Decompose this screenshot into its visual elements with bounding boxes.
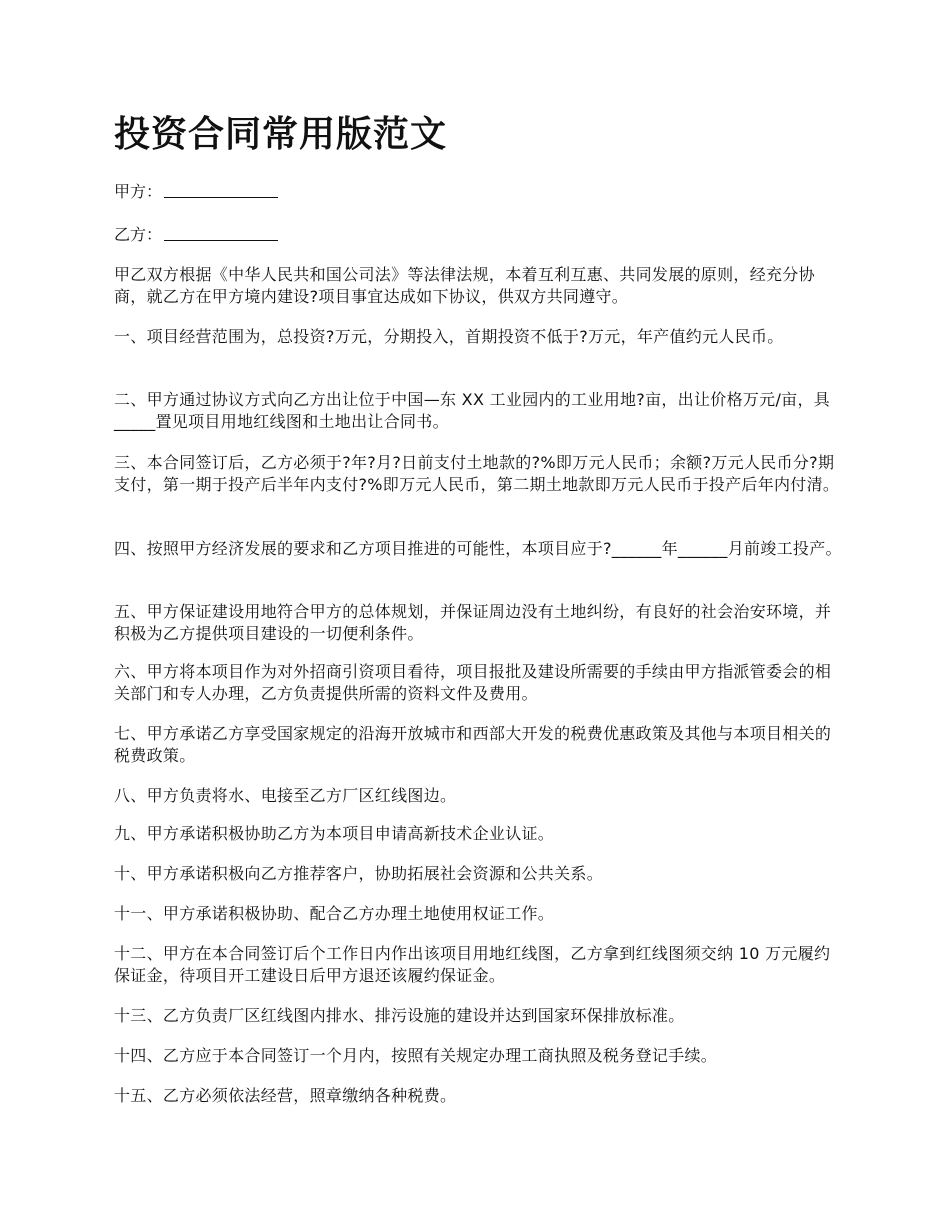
paragraph-clause-15: 十五、乙方必须依法经营，照章缴纳各种税费。 xyxy=(114,1086,457,1105)
paragraph-clause-12: 十二、甲方在本合同签订后个工作日内作出该项目用地红线图，乙方拿到红线图须交纳 10 万元履约保证金，待项目开工建设日后甲方退还该履约保证金。 xyxy=(114,944,831,985)
party-a-line xyxy=(114,181,278,203)
paragraph-clause-13: 十三、乙方负责厂区红线图内排水、排污设施的建设并达到国家环保排放标准。 xyxy=(114,1006,685,1025)
paragraph-clause-10: 十、甲方承诺积极向乙方推荐客户，协助拓展社会资源和公共关系。 xyxy=(114,864,604,883)
paragraph-clause-2: 二、甲方通过协议方式向乙方出让位于中国—东 XX 工业园内的工业用地?亩，出让价格万元/亩，具_____置见项目用地红线图和土地出让合同书。 xyxy=(114,390,831,431)
paragraph-clause-11: 十一、甲方承诺积极协助、配合乙方办理土地使用权证工作。 xyxy=(114,904,555,923)
document-title: 投资合同常用版范文 xyxy=(114,114,448,155)
paragraph-clause-8: 八、甲方负责将水、电接至乙方厂区红线图边。 xyxy=(114,786,457,805)
paragraph-clause-4: 四、按照甲方经济发展的要求和乙方项目推进的可能性，本项目应于?______年______月前竣工投产。 xyxy=(114,539,842,558)
paragraph-clause-6: 六、甲方将本项目作为对外招商引资项目看待，项目报批及建设所需要的手续由甲方指派管委会的相关部门和专人办理，乙方负责提供所需的资料文件及费用。 xyxy=(114,662,832,703)
party-b-line xyxy=(114,224,278,246)
party-a-blank xyxy=(164,181,278,198)
party-b-label: 乙方： xyxy=(114,225,163,244)
paragraph-clause-7: 七、甲方承诺乙方享受国家规定的沿海开放城市和西部大开发的税费优惠政策及其他与本项目相关的税费政策。 xyxy=(114,724,832,765)
paragraph-clause-3: 三、本合同签订后，乙方必须于?年?月?日前支付土地款的?%即万元人民币；余额?万元人民币分?期支付，第一期于投产后半年内支付?%即万元人民币，第二期土地款即万元人民币于投产后年内付清。 xyxy=(114,453,840,494)
paragraph-clause-9: 九、甲方承诺积极协助乙方为本项目申请高新技术企业认证。 xyxy=(114,824,555,843)
paragraph-clause-1: 一、项目经营范围为，总投资?万元，分期投入，首期投资不低于?万元，年产值约元人民币。 xyxy=(114,327,784,346)
party-a-label: 甲方： xyxy=(114,182,163,201)
paragraph-clause-5: 五、甲方保证建设用地符合甲方的总体规划，并保证周边没有土地纠纷，有良好的社会治安环境，并积极为乙方提供项目建设的一切便利条件。 xyxy=(114,602,832,643)
paragraph-preamble: 甲乙双方根据《中华人民共和国公司法》等法律法规，本着互利互惠、共同发展的原则，经充分协商，就乙方在甲方境内建设?项目事宜达成如下协议，供双方共同遵守。 xyxy=(114,265,815,306)
paragraph-clause-14: 十四、乙方应于本合同签订一个月内，按照有关规定办理工商执照及税务登记手续。 xyxy=(114,1046,718,1065)
party-b-blank xyxy=(164,224,278,241)
